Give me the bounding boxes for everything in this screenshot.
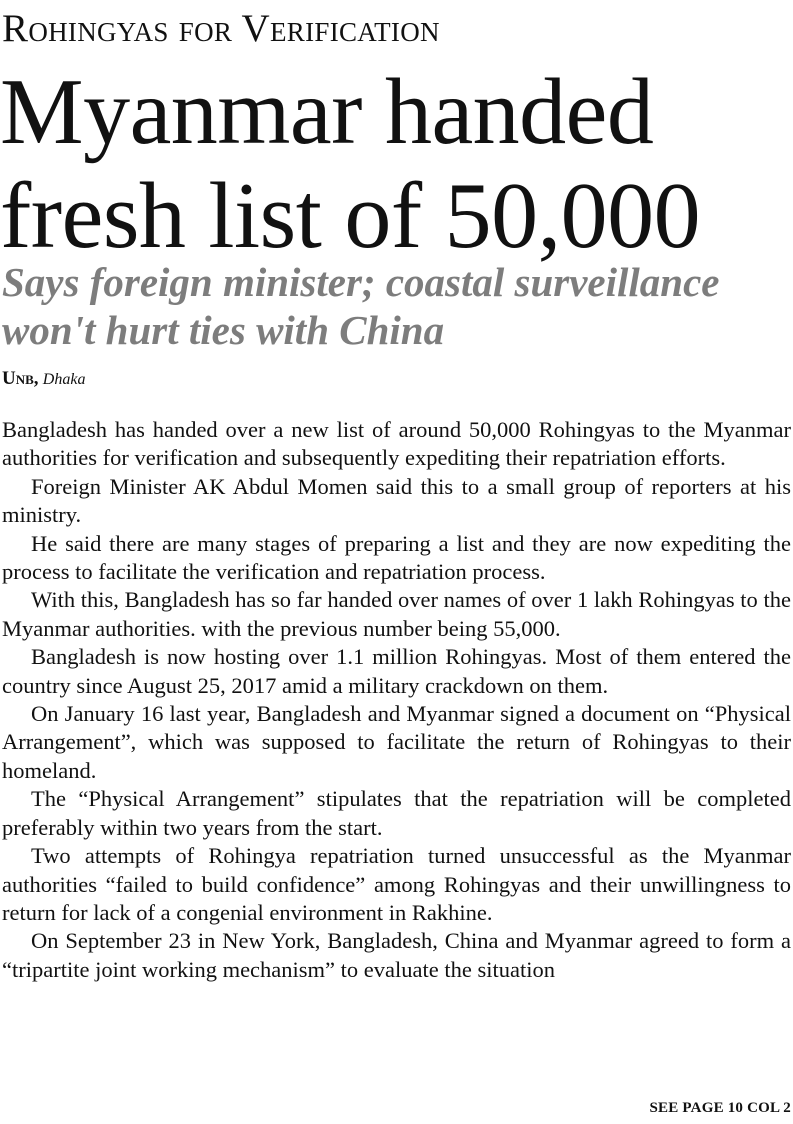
body-paragraph: On September 23 in New York, Bangladesh, China and Myanmar agreed to form a “tripartite joint working mechanism” to evaluate the situation	[2, 928, 791, 982]
body-paragraph: Bangladesh has handed over a new list of around 50,000 Rohingyas to the Myanmar authorities for verification and subsequently expediting their repatriation efforts.	[2, 417, 791, 471]
body-paragraph: Two attempts of Rohingya repatriation turned unsuccessful as the Myanmar authorities “failed to build confidence” among Rohingyas and their unwillingness to return for lack of a congenial environment in Rakhine.	[2, 843, 791, 925]
article-byline	[2, 368, 85, 391]
body-paragraph: Foreign Minister AK Abdul Momen said this to a small group of reporters at his ministry.	[2, 473, 791, 528]
article-subheadline	[2, 258, 793, 354]
continuation-jump-line: SEE PAGE 10 COL 2	[649, 1100, 791, 1116]
byline-agency: Unb,	[2, 368, 39, 389]
body-paragraph: Bangladesh is now hosting over 1.1 million Rohingyas. Most of them entered the country since August 25, 2017 amid a military crackdown on them.	[2, 644, 791, 698]
article-body	[2, 416, 791, 984]
subhead-line-1: Says foreign minister; coastal surveillance	[2, 259, 720, 305]
body-paragraph: With this, Bangladesh has so far handed over names of over 1 lakh Rohingyas to the Myanmar authorities. with the previous number being 55,000.	[2, 587, 791, 641]
headline-line-1: Myanmar handed	[0, 60, 654, 164]
body-paragraph: He said there are many stages of preparing a list and they are now expediting the process to facilitate the verification and repatriation process.	[2, 530, 791, 585]
article-kicker: Rohingyas for Verification	[2, 7, 440, 50]
body-paragraph: On January 16 last year, Bangladesh and Myanmar signed a document on “Physical Arrangement”, which was supposed to facilitate the return of Rohingyas to their homeland.	[2, 701, 791, 783]
headline-line-2: fresh list of 50,000	[0, 164, 701, 268]
body-paragraph: The “Physical Arrangement” stipulates that the repatriation will be completed preferably within two years from the start.	[2, 786, 791, 840]
subhead-line-2: won't hurt ties with China	[2, 307, 445, 353]
byline-place: Dhaka	[42, 371, 86, 388]
article-headline	[0, 60, 793, 268]
